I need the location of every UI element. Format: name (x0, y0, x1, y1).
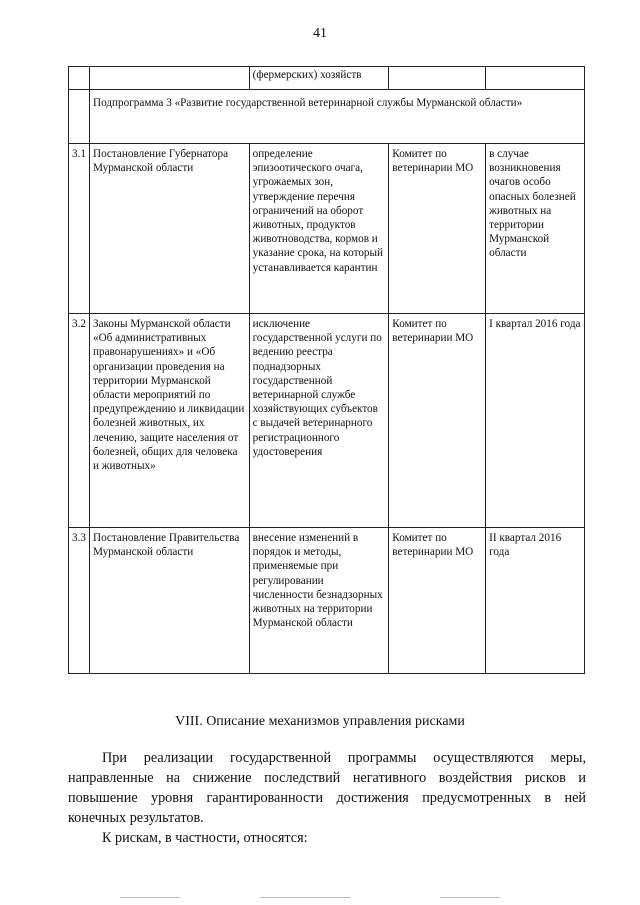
row-number-cell: 3.1 (69, 144, 90, 314)
document-cell: Постановление Губернатора Мурманской области (89, 144, 249, 314)
cut-off-text-line (120, 897, 180, 898)
document-cell: Постановление Правительства Мурманской области (89, 528, 249, 674)
content-cell: внесение изменений в порядок и методы, применяемые при регулировании численности безнадзорных животных на территории Мурманской области (249, 528, 389, 674)
content-cell: определение эпизоотического очага, угрожаемых зон, утверждение перечня ограничений на оборот животных, продуктов животноводства, кормов и указание срока, на который устанавливается карантин (249, 144, 389, 314)
cut-off-text-line (440, 897, 500, 898)
section-heading: VIII. Описание механизмов управления рисками (175, 714, 465, 729)
responsible-cell: Комитет по ветеринарии МО (389, 144, 486, 314)
table-row (69, 528, 585, 674)
legal-regulation-table (68, 66, 585, 674)
empty-cell (69, 90, 90, 144)
row-number-cell: 3.2 (69, 314, 90, 528)
table-row (69, 67, 585, 90)
table-row (69, 314, 585, 528)
responsible-cell: Комитет по ветеринарии МО (389, 314, 486, 528)
deadline-cell: I квартал 2016 года (486, 314, 585, 528)
document-cell (89, 67, 249, 90)
content-cell: исключение государственной услуги по ведению реестра поднадзорных государственной ветеринарной службе хозяйствующих субъектов с выдачей ветеринарного регистрационного удостоверения (249, 314, 389, 528)
subprogram-title: Подпрограмма 3 «Развитие государственной ветеринарной службы Мурманской области» (89, 90, 584, 144)
responsible-cell (389, 67, 486, 90)
row-number-cell (69, 67, 90, 90)
content-cell: (фермерских) хозяйств (249, 67, 389, 90)
document-cell: Законы Мурманской области «Об административных правонарушениях» и «Об организации проведения на территории Мурманской области мероприятий по предупреждению и ликвидации болезней животных, их лечению, защите населения от болезней, общих для человека и животных» (89, 314, 249, 528)
body-paragraph: При реализации государственной программы осуществляются меры, направленные на снижение последствий негативного воздействия рисков и повышение уровня гарантированности достижения предусмотренных в ней конечных результатов. (68, 750, 586, 826)
deadline-cell: в случае возникновения очагов особо опасных болезней животных на территории Мурманской области (486, 144, 585, 314)
row-number-cell: 3.3 (69, 528, 90, 674)
cut-off-text-line (260, 897, 350, 898)
responsible-cell: Комитет по ветеринарии МО (389, 528, 486, 674)
subprogram-row (69, 90, 585, 144)
page-number: 41 (313, 26, 327, 41)
table-row (69, 144, 585, 314)
deadline-cell: II квартал 2016 года (486, 528, 585, 674)
body-paragraph: К рискам, в частности, относятся: (102, 830, 308, 846)
deadline-cell (486, 67, 585, 90)
